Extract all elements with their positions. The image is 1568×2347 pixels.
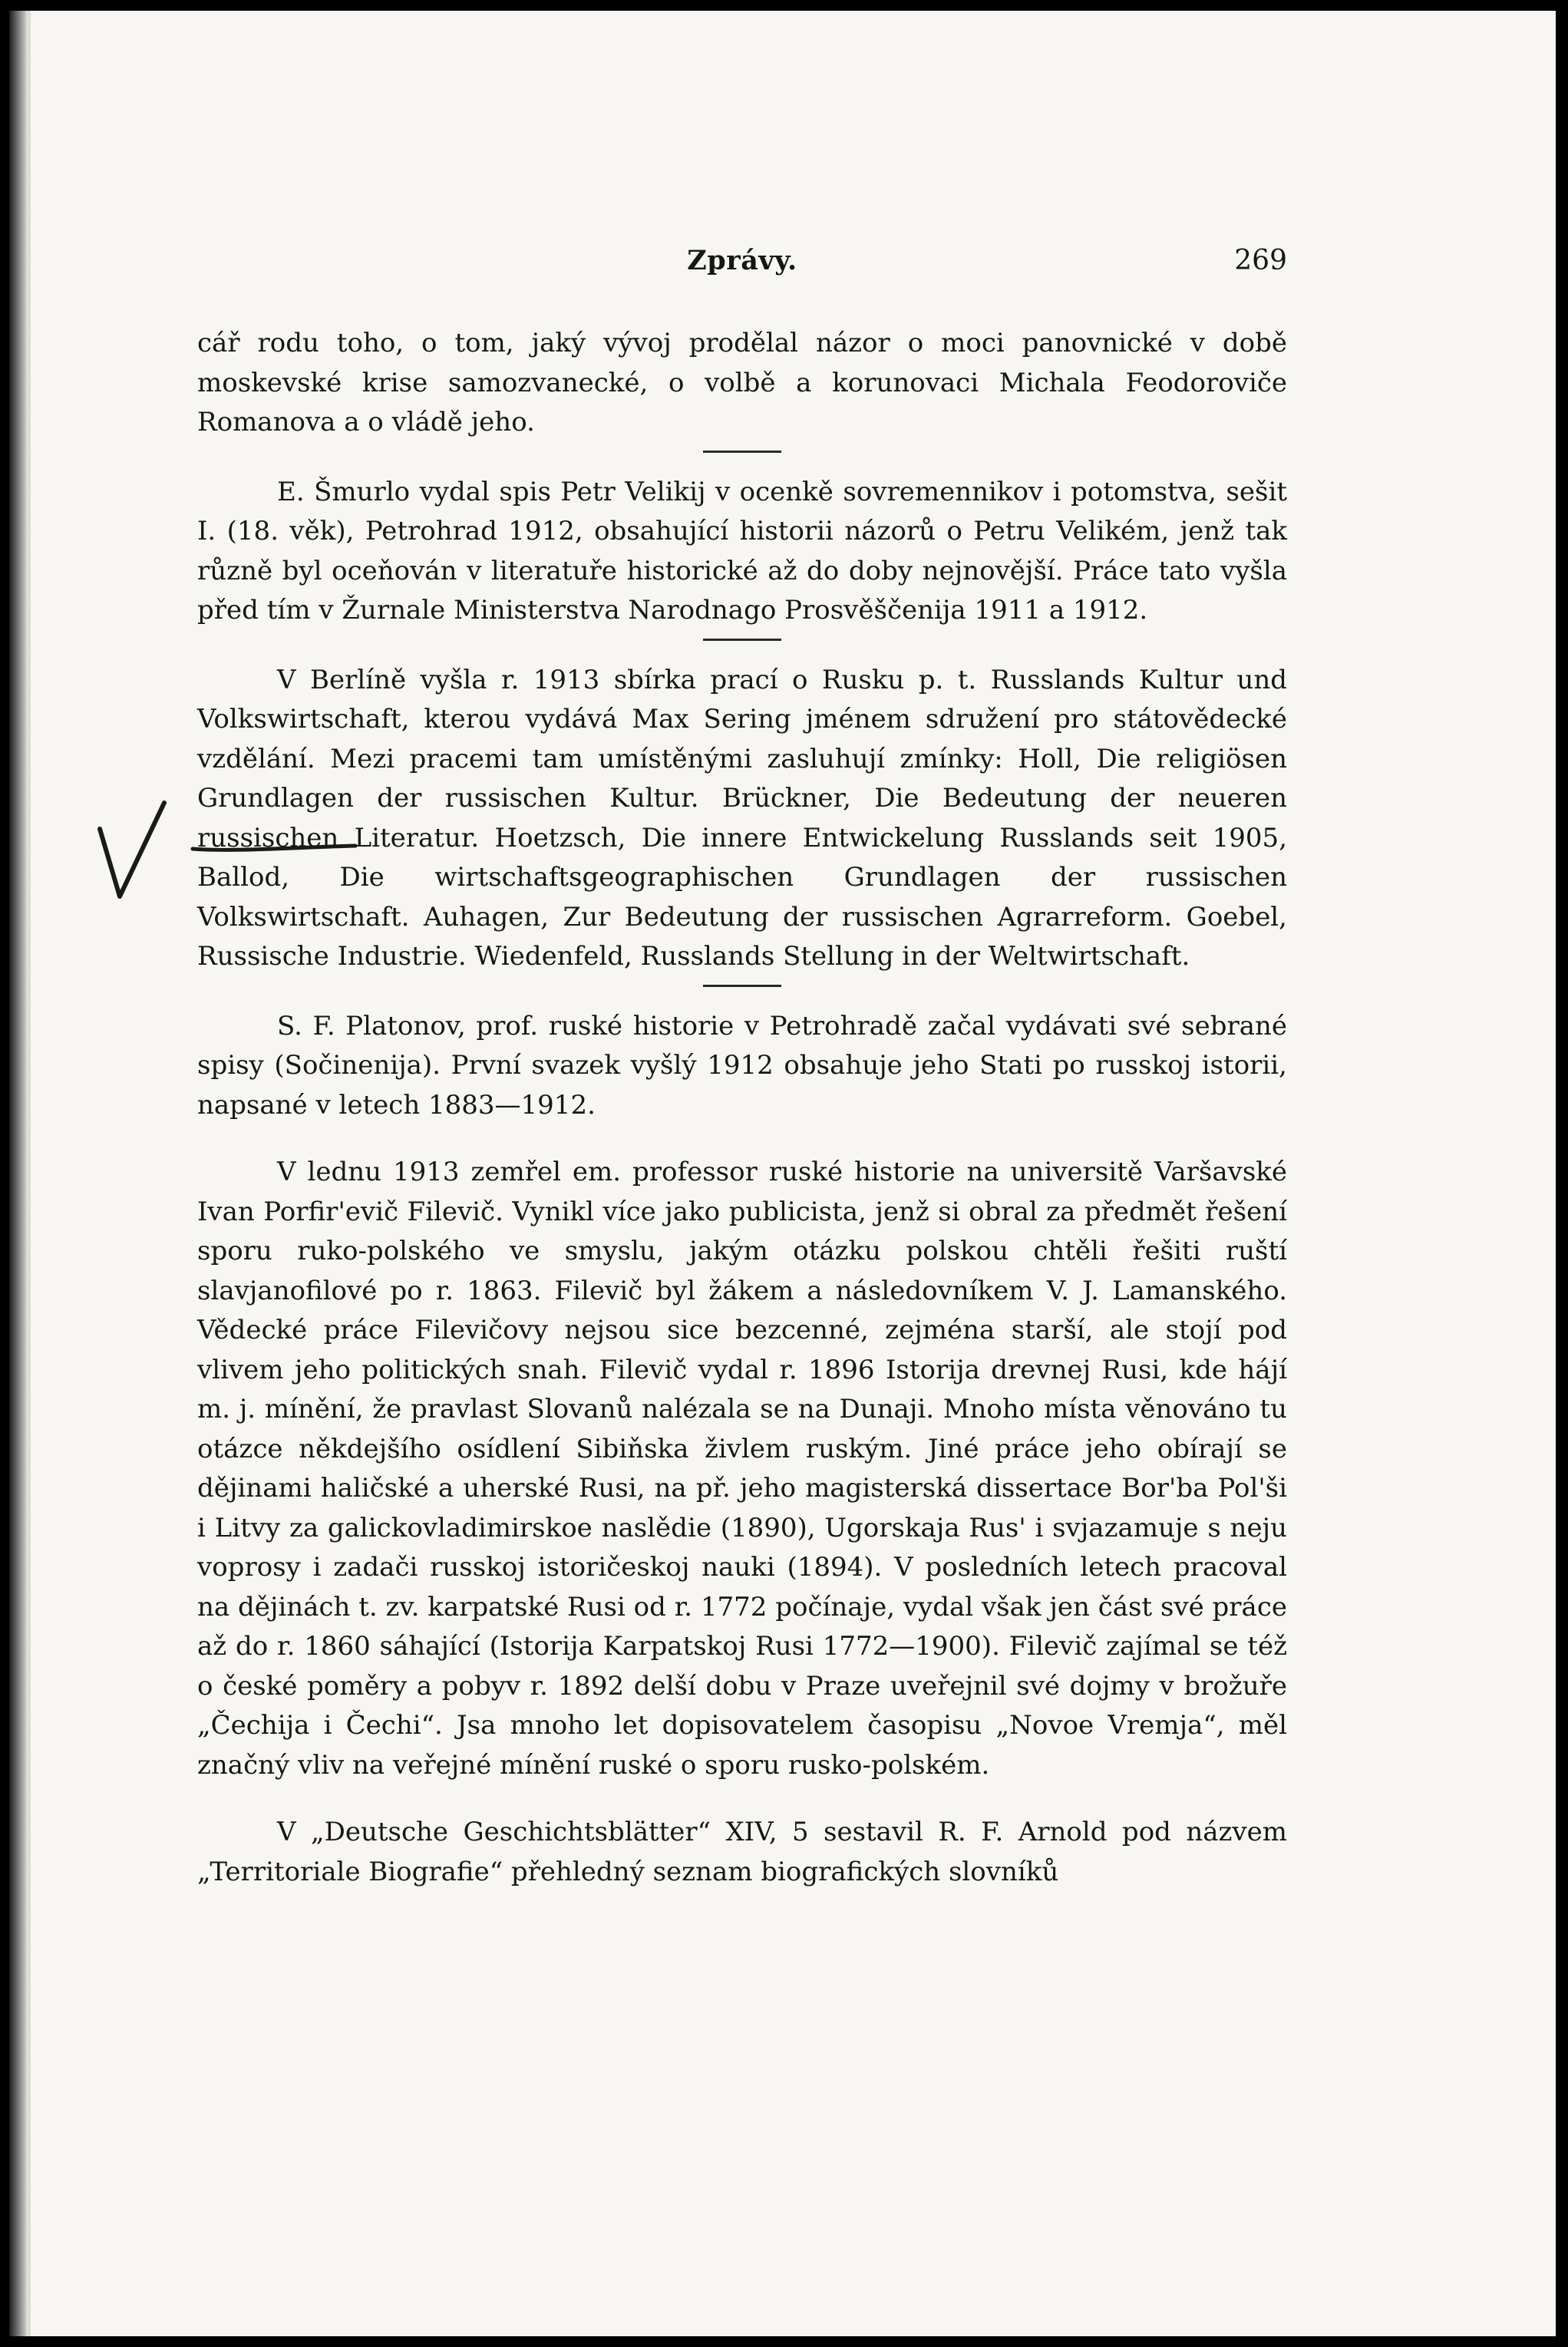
book-binding-edge: [9, 11, 26, 2336]
paragraph-romanov: cář rodu toho, o tom, jaký vývoj prodělal názor o moci panovnické v době moskevské krise samozvanecké, o volbě a korunovaci Michala Feodoroviče Romanova a o vládě jeho.: [197, 328, 1287, 437]
paragraph-smurlo: E. Šmurlo vydal spis Petr Velikij v ocenkě sovremennikov i potomstva, sešit I. (18. věk), Petrohrad 1912, obsahující historii názorů o Petru Velikém, jenž tak různě byl oceňován v literatuře historické až do doby nejnovější. Práce tato vyšla před tím v Žurnale Ministerstva Narodnago Prosvěščenija 1911 a 1912.: [197, 476, 1287, 626]
paragraph-platonov: S. F. Platonov, prof. ruské historie v Petrohradě začal vydávati své sebrané spisy (Sočinenija). První svazek vyšlý 1912 obsahuje jeho Stati po russkoj istorii, napsané v letech 1883—1912.: [197, 1010, 1287, 1121]
margin-check-mark-icon: [94, 798, 170, 906]
section-separator: [703, 985, 781, 987]
page-number: 269: [1234, 245, 1287, 276]
section-separator: [703, 451, 781, 453]
scanned-page: [9, 11, 1556, 2336]
section-separator: [703, 639, 781, 641]
running-header: [197, 241, 1287, 295]
paragraph-filevic: V lednu 1913 zemřel em. professor ruské historie na universitě Varšavské Ivan Porfir'evič Filevič. Vynikl více jako publicista, jenž si obral za předmět řešení sporu ruko-polského ve smyslu, jakým otázku polskou chtěli řešiti ruští slavjanofilové po r. 1863. Filevič byl žákem a následovníkem V. J. Lamanského. Vědecké práce Filevičovy nejsou sice bezcenné, zejména starší, ale stojí pod vlivem jeho politických snah. Filevič vydal r. 1896 Istorija drevnej Rusi, kde hájí m. j. mínění, že pravlast Slovanů nalézala se na Dunaji. Mnoho místa věnováno tu otázce někdejšího osídlení Sibiňska živlem ruským. Jiné práce jeho obírají se dějinami haličské a uherské Rusi, na př. jeho magisterská dissertace Bor'ba Pol'ši i Litvy za galickovladimirskoe naslědie (1890), Ugorskaja Rus' i svjazamuje s neju voprosy i zadači russkoj istoričeskoj nauki (1894). V posledních letech pracoval na dějinách t. zv. karpatské Rusi od r. 1772 počínaje, vydal však jen část své práce až do r. 1860 sáhající (Istorija Karpatskoj Rusi 1772—1900). Filevič zajímal se též o české poměry a pobyv r. 1892 delší dobu v Praze uveřejnil své dojmy v brožuře „Čechija i Čechi“. Jsa mnoho let dopisovatelem časopisu „Novoe Vremja“, měl značný vliv na veřejné mínění ruské o sporu rusko-polském.: [197, 1157, 1287, 1781]
book-binding-edge-highlight: [26, 11, 31, 2336]
page-content: [197, 241, 1287, 1892]
paragraph-gap: [197, 1125, 1287, 1153]
section-title: Zprávy.: [687, 245, 797, 276]
paragraph-arnold: V „Deutsche Geschichtsblätter“ XIV, 5 sestavil R. F. Arnold pod názvem „Territoriale Biografie“ přehledný seznam biografických slovníků: [197, 1817, 1287, 1887]
paragraph-russlands-kultur: V Berlíně vyšla r. 1913 sbírka prací o Rusku p. t. Russlands Kultur und Volkswirtschaft, kterou vydává Max Sering jménem sdružení pro státovědecké vzdělání. Mezi pracemi tam umístěnými zasluhují zmínky: Holl, Die religiösen Grundlagen der russischen Kultur. Brückner, Die Bedeutung der neueren russischen Literatur. Hoetzsch, Die innere Entwickelung Russlands seit 1905, Ballod, Die wirtschaftsgeographischen Grundlagen der russischen Volkswirtschaft. Auhagen, Zur Bedeutung der russischen Agrarreform. Goebel, Russische Industrie. Wiedenfeld, Russlands Stellung in der Weltwirtschaft.: [197, 664, 1287, 972]
paragraph-gap: [197, 1785, 1287, 1813]
